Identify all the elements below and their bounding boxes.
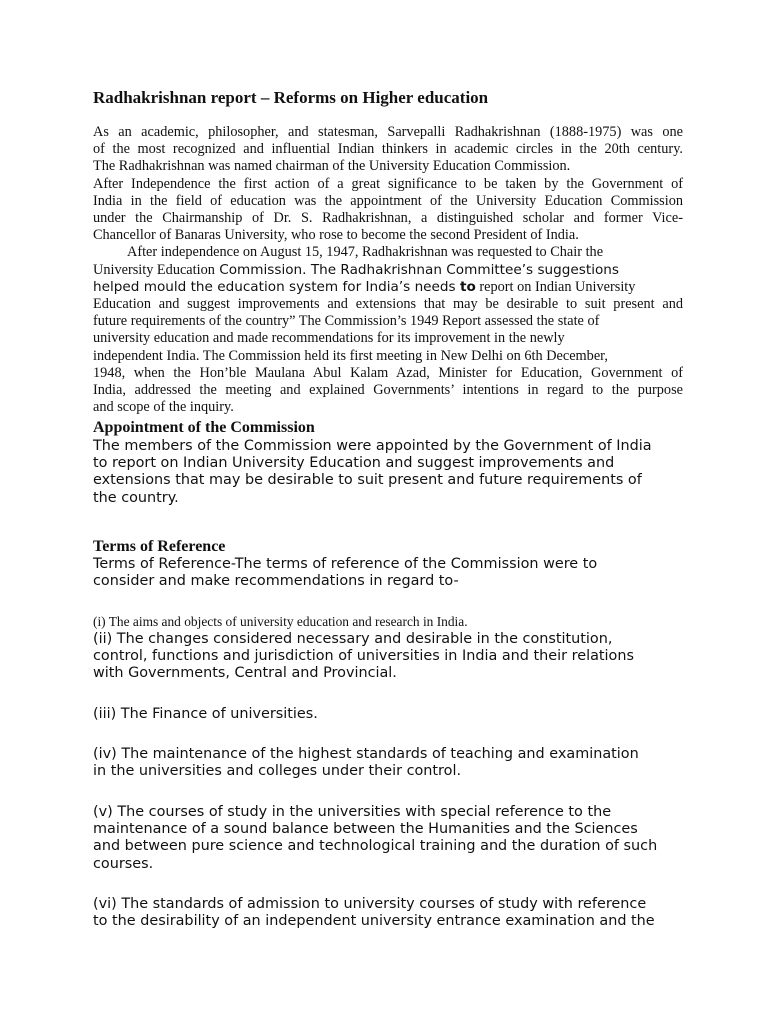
terms-item-iv (93, 746, 693, 780)
intro-line: India, addressed the meeting and explained Governments’ intentions in regard to the purpose (93, 382, 683, 399)
terms-item-line: maintenance of a sound balance between the Humanities and the Sciences (93, 821, 638, 838)
terms-intro (93, 556, 693, 590)
terms-item-line: and between pure science and technological training and the duration of such (93, 838, 658, 855)
terms-intro-line: consider and make recommendations in regard to- (93, 573, 459, 590)
terms-heading: Terms of Reference (93, 538, 226, 555)
terms-item-vi (93, 896, 693, 930)
intro-line: independent India. The Commission held its first meeting in New Delhi on 6th December, (93, 347, 608, 364)
terms-item-line: to the desirability of an independent university entrance examination and the (93, 913, 655, 930)
intro-line: and scope of the inquiry. (93, 399, 234, 416)
terms-item-line: with Governments, Central and Provincial. (93, 665, 397, 682)
appointment-line: the country. (93, 489, 179, 506)
intro-line: university education and made recommendations for its improvement in the newly (93, 330, 565, 347)
terms-item-line: (vi) The standards of admission to university courses of study with reference (93, 896, 647, 912)
terms-item-v (93, 804, 693, 873)
appointment-line: extensions that may be desirable to suit present and future requirements of (93, 472, 642, 489)
terms-item-line: (iv) The maintenance of the highest standards of teaching and examination (93, 746, 639, 762)
intro-text: Commission. The Radhakrishnan Committee’s suggestions (214, 261, 619, 278)
intro-text: University Education (93, 261, 215, 278)
document-title: Radhakrishnan report – Reforms on Higher education (93, 88, 489, 107)
intro-line: India in the field of education was the appointment of the University Education Commission (93, 192, 683, 209)
terms-item-line: (v) The courses of study in the universities with special reference to the (93, 804, 612, 820)
terms-item-line: (iii) The Finance of universities. (93, 706, 318, 722)
terms-item-line: control, functions and jurisdiction of universities in India and their relations (93, 648, 634, 665)
intro-line: The Radhakrishnan was named chairman of the University Education Commission. (93, 158, 571, 175)
appointment-paragraph (93, 438, 693, 507)
terms-item-iii (93, 706, 693, 723)
terms-item-line: in the universities and colleges under their control. (93, 763, 462, 780)
appointment-heading: Appointment of the Commission (93, 419, 315, 436)
intro-line: After independence on August 15, 1947, Radhakrishnan was requested to Chair the (127, 244, 604, 261)
terms-item-line: courses. (93, 855, 154, 872)
terms-item-i: (i) The aims and objects of university education and research in India. (93, 614, 468, 629)
appointment-line: to report on Indian University Education and suggest improvements and (93, 455, 615, 472)
intro-line: As an academic, philosopher, and statesman, Sarvepalli Radhakrishnan (1888-1975) was one (93, 124, 683, 140)
intro-line-mixed (93, 262, 683, 279)
intro-text: helped mould the education system for India’s needs (93, 278, 460, 295)
intro-line: Chancellor of Banaras University, who rose to become the second President of India. (93, 227, 579, 244)
intro-text: report on Indian University (475, 278, 636, 295)
intro-line: under the Chairmanship of Dr. S. Radhakrishnan, a distinguished scholar and former Vice- (93, 210, 683, 227)
intro-line-mixed (93, 279, 683, 296)
appointment-line: The members of the Commission were appointed by the Government of India (93, 438, 652, 454)
intro-line: of the most recognized and influential Indian thinkers in academic circles in the 20th century. (93, 141, 683, 158)
intro-text: to (459, 278, 476, 295)
terms-item-ii (93, 631, 693, 683)
intro-paragraph (93, 124, 683, 416)
intro-line: Education and suggest improvements and extensions that may be desirable to suit present and (93, 296, 683, 313)
intro-line: After Independence the first action of a great significance to be taken by the Government of (93, 175, 683, 192)
terms-item-line: (ii) The changes considered necessary and desirable in the constitution, (93, 631, 613, 647)
intro-line: future requirements of the country” The Commission’s 1949 Report assessed the state of (93, 313, 600, 330)
terms-intro-line: Terms of Reference-The terms of reference of the Commission were to (93, 556, 598, 572)
intro-line: 1948, when the Hon’ble Maulana Abul Kalam Azad, Minister for Education, Government of (93, 364, 683, 381)
